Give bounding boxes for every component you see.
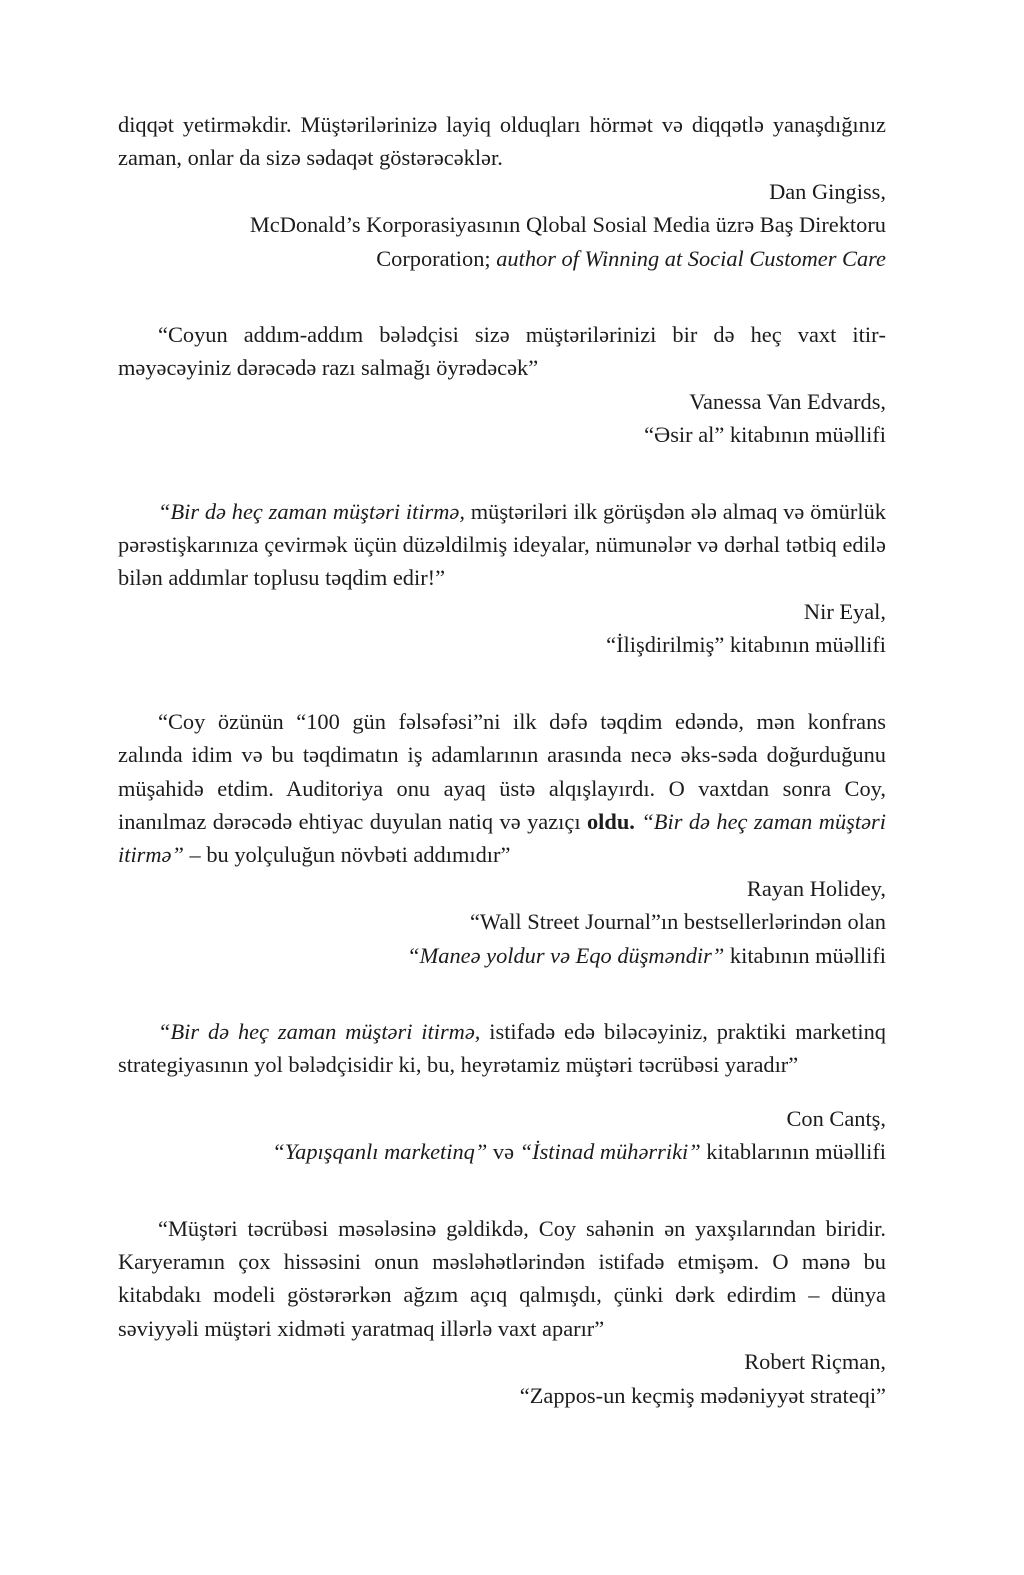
testimonial-author: Con Cantş,: [786, 1105, 886, 1131]
testimonial-author-title: [118, 208, 886, 241]
italic-text: “Bir də heç zaman müştəri itirmə,: [158, 1018, 481, 1044]
italic-text: author of Winning at Social Customer Care: [496, 245, 886, 271]
text-run: və: [487, 1139, 520, 1165]
testimonial: [118, 318, 886, 452]
testimonial-quote: [118, 1212, 886, 1346]
testimonial: [118, 1015, 886, 1169]
testimonial-author: Robert Riçman,: [744, 1349, 886, 1375]
text-run: “Zappos-un keçmiş mədəniyyət strateqi”: [519, 1382, 886, 1408]
testimonial-author-title: [118, 939, 886, 972]
text-run: kitabının müəllifi: [724, 942, 886, 968]
italic-text: “Bir də heç zaman müştəri itirmə,: [158, 498, 465, 524]
testimonial-author-title: [118, 1379, 886, 1412]
text-run: “Wall Street Journal”ın bestsellerlərindən olan: [469, 909, 886, 935]
text-run: istifadə edə biləcəyiniz, praktiki marketinq strategiyasının yol bələdçisidir ki, bu, heyrətamiz müştəri təcrübəsi yaradır”: [118, 1018, 886, 1078]
text-run: McDonald’s Korporasiyasının Qlobal Sosial Media üzrə Baş Direktoru: [249, 212, 886, 238]
testimonial: [118, 705, 886, 972]
text-run: diqqət yetirməkdir. Müştərilərinizə layiq olduqları hörmət və diqqətlə yanaşdığınız zaman, onlar da sizə sədaqət göstərəcəklər.: [118, 112, 886, 171]
italic-text: “Bir də heç zaman müştəri itirmə”: [118, 808, 886, 868]
testimonial-author-title: [118, 905, 886, 938]
testimonial: [118, 495, 886, 662]
testimonial: [118, 1212, 886, 1412]
text-run: “Coyun addım-addım bələdçisi sizə müştərilərinizi bir də heç vaxt itirməyəcəyiniz dərəcədə razı salmağı öyrədəcək”: [118, 322, 886, 381]
testimonial-quote: [118, 495, 886, 595]
testimonial-author-title: [118, 628, 886, 661]
testimonial-quote: [118, 1015, 886, 1082]
testimonial-author: Dan Gingiss,: [769, 178, 886, 204]
testimonial-author-title: [118, 1135, 886, 1168]
italic-text: “Yapışqanlı marketinq”: [272, 1139, 488, 1165]
text-run: – bu yolçuluğun növbəti addımıdır”: [183, 842, 511, 868]
text-run: müştəriləri ilk görüşdən ələ almaq və ömürlük pərəstişkarınıza çevirmək üçün düzəldilmiş ideyalar, nümunələr və dərhal tətbiq edilə bilən addımlar toplusu təqdim edir!”: [118, 498, 886, 591]
text-run: “İlişdirilmiş” kitabının müəllifi: [606, 632, 886, 658]
testimonial-quote: [118, 705, 886, 872]
text-run: “Müştəri təcrübəsi məsələsinə gəldikdə, Coy sahənin ən yaxşılarından biridir. Karyeramın çox hissəsini onun məsləhətlərindən istifadə etmişəm. O mənə bu kitabdakı modeli göstərərkən ağzım açıq qalmışdı, çünki dərk edirdim – dünya səviyyəli müştəri xidməti yaratmaq illərlə vaxt aparır”: [118, 1215, 886, 1341]
text-run: “Əsir al” kitabının müəllifi: [644, 422, 886, 448]
testimonial: [118, 108, 886, 275]
testimonial-quote: [118, 108, 886, 175]
testimonial-author: Nir Eyal,: [803, 598, 886, 624]
italic-text: “İstinad mühərriki”: [519, 1139, 701, 1165]
bold-text: oldu.: [586, 808, 635, 834]
testimonial-quote: [118, 318, 886, 385]
text-run: kitablarının müəllifi: [700, 1139, 886, 1165]
italic-text: “Maneə yoldur və Eqo düşməndir”: [407, 942, 725, 968]
testimonial-author-title: [118, 418, 886, 451]
page-body: [118, 108, 886, 1455]
testimonial-author-title: [118, 242, 886, 275]
text-run: “Coy özünün “100 gün fəlsəfəsi”ni ilk dəfə təqdim edəndə, mən konfrans zalında idim və bu təqdimatın iş adamlarının arasında necə əks-səda doğurduğunu müşahidə etdim. Auditoriya onu ayaq üstə alqışlayırdı. O vaxtdan sonra Coy, inanılmaz dərəcədə ehtiyac duyulan natiq və yazıçı: [118, 708, 886, 834]
testimonial-author: Rayan Holidey,: [746, 875, 886, 901]
text-run: Corporation;: [376, 245, 497, 271]
testimonial-author: Vanessa Van Edvards,: [689, 388, 886, 414]
